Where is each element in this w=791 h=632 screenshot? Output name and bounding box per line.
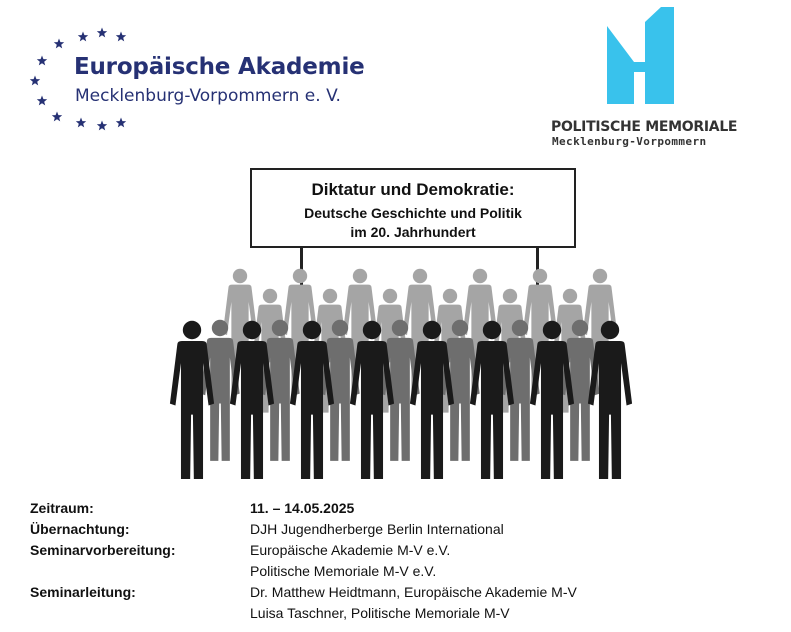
- banner-title: Diktatur und Demokratie:: [311, 180, 515, 199]
- info-value: DJH Jugendherberge Berlin International: [250, 521, 504, 537]
- info-value: Dr. Matthew Heidtmann, Europäische Akademie M-V: [250, 584, 577, 600]
- star-icon: [97, 121, 107, 131]
- banner-subtitle-line2: im 20. Jahrhundert: [350, 224, 476, 240]
- info-label: Seminarvorbereitung:: [30, 542, 176, 558]
- info-row-accommodation: [30, 521, 770, 542]
- info-value: Europäische Akademie M-V e.V.: [250, 542, 451, 558]
- academy-subtitle: Mecklenburg-Vorpommern e. V.: [75, 86, 341, 106]
- star-icon: [76, 118, 86, 128]
- info-row-period: [30, 500, 770, 521]
- crowd-silhouettes-icon: [150, 248, 650, 480]
- info-row-leadership-2: [30, 605, 770, 626]
- info-row-preparation-2: [30, 563, 770, 584]
- info-label: Zeitraum:: [30, 500, 94, 516]
- star-icon: [52, 112, 62, 122]
- info-value: Luisa Taschner, Politische Memoriale M-V: [250, 605, 510, 621]
- info-value: Politische Memoriale M-V e.V.: [250, 563, 437, 579]
- star-icon: [30, 76, 40, 86]
- star-icon: [37, 56, 47, 66]
- memorial-subtitle: Mecklenburg-Vorpommern: [552, 135, 707, 148]
- star-icon: [37, 96, 47, 106]
- info-row-preparation: [30, 542, 770, 563]
- info-label: Seminarleitung:: [30, 584, 136, 600]
- memorial-title: POLITISCHE MEMORIALE: [551, 119, 738, 135]
- info-label: Übernachtung:: [30, 521, 130, 537]
- star-icon: [97, 28, 107, 38]
- banner-subtitle-line1: Deutsche Geschichte und Politik: [304, 205, 522, 221]
- star-icon: [78, 32, 88, 42]
- star-icon: [116, 32, 126, 42]
- seminar-info: [30, 500, 770, 626]
- info-row-leadership: [30, 584, 770, 605]
- info-value: 11. – 14.05.2025: [250, 500, 355, 516]
- academy-title: Europäische Akademie: [74, 54, 365, 80]
- title-banner: [250, 168, 576, 248]
- star-icon: [116, 118, 126, 128]
- star-icon: [54, 39, 64, 49]
